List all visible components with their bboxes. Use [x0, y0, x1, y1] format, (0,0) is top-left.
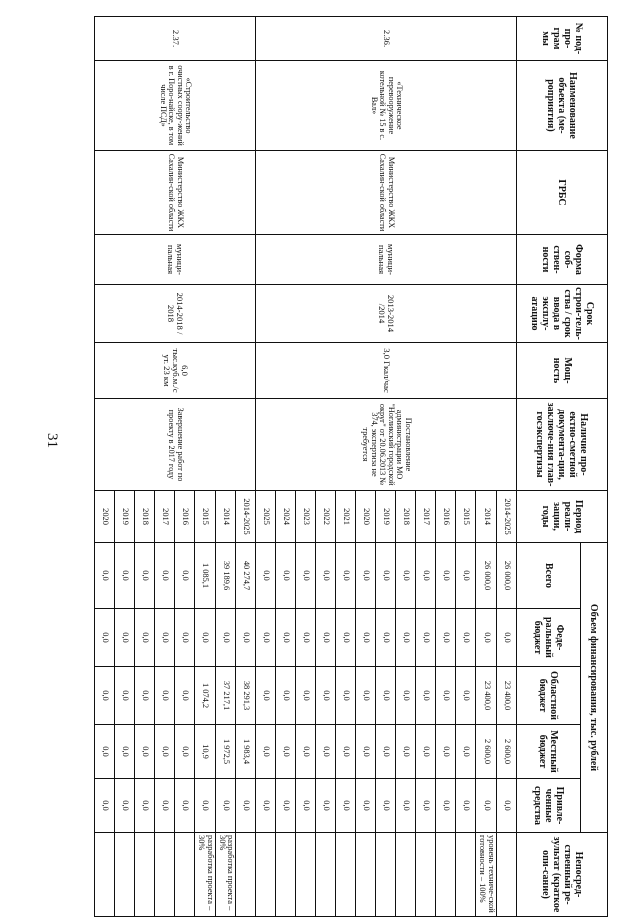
- cell-federal: 0,0: [296, 609, 316, 667]
- cell-year: 2017: [155, 491, 175, 543]
- cell-no: 2.36.: [256, 17, 517, 61]
- cell-regional: 37 217,1: [215, 667, 236, 725]
- cell-year: 2015: [195, 491, 216, 543]
- cell-regional: 0,0: [256, 667, 276, 725]
- cell-total: 0,0: [336, 543, 356, 609]
- cell-year: 2016: [436, 491, 456, 543]
- cell-federal: 0,0: [316, 609, 336, 667]
- cell-capacity: 3,0 Гкал/час: [256, 343, 517, 399]
- header-result: Непосред-ственный ре-зультат (краткое опи-сание): [517, 833, 608, 917]
- cell-regional: 38 291,3: [236, 667, 256, 725]
- cell-regional: 0,0: [396, 667, 416, 725]
- cell-total: 0,0: [416, 543, 436, 609]
- cell-attracted: 0,0: [336, 779, 356, 833]
- rotated-sheet: [86, 16, 608, 913]
- cell-year: 2014-2025: [497, 491, 517, 543]
- cell-federal: 0,0: [236, 609, 256, 667]
- cell-total: 40 274,7: [236, 543, 256, 609]
- cell-total: 0,0: [276, 543, 296, 609]
- financing-table: [94, 16, 608, 917]
- cell-local: 0,0: [256, 725, 276, 779]
- cell-attracted: 0,0: [476, 779, 497, 833]
- cell-regional: 0,0: [456, 667, 476, 725]
- header-period-build: Срок строи-тель-ства / срок ввода в эксплу-атацию: [517, 285, 608, 343]
- cell-result: [296, 833, 316, 917]
- cell-year: 2016: [175, 491, 195, 543]
- table-body: [95, 17, 517, 917]
- cell-attracted: 0,0: [296, 779, 316, 833]
- cell-total: 0,0: [175, 543, 195, 609]
- cell-period-build: 2014-2018 / 2018: [95, 285, 256, 343]
- cell-attracted: 0,0: [256, 779, 276, 833]
- cell-total: 26 000,0: [476, 543, 497, 609]
- cell-year: 2018: [135, 491, 155, 543]
- cell-result: [336, 833, 356, 917]
- cell-local: 0,0: [376, 725, 396, 779]
- cell-local: 0,0: [416, 725, 436, 779]
- cell-regional: 0,0: [115, 667, 135, 725]
- cell-regional: 0,0: [356, 667, 376, 725]
- cell-attracted: 0,0: [436, 779, 456, 833]
- cell-federal: 0,0: [195, 609, 216, 667]
- cell-year: 2014-2025: [236, 491, 256, 543]
- cell-federal: 0,0: [436, 609, 456, 667]
- cell-federal: 0,0: [256, 609, 276, 667]
- cell-local: 0,0: [396, 725, 416, 779]
- cell-total: 0,0: [316, 543, 336, 609]
- header-ownership: Форма соб-ствен-ности: [517, 235, 608, 285]
- cell-name: «Строительство очистных соору-жений в г. Поро-найске, в том числе ПСД»: [95, 61, 256, 151]
- cell-federal: 0,0: [497, 609, 517, 667]
- header-no: № под-про-грам мы: [517, 17, 608, 61]
- cell-total: 0,0: [115, 543, 135, 609]
- cell-result: [376, 833, 396, 917]
- cell-result: [236, 833, 256, 917]
- cell-regional: 0,0: [155, 667, 175, 725]
- cell-regional: 0,0: [95, 667, 115, 725]
- cell-local: 0,0: [175, 725, 195, 779]
- cell-year: 2014: [215, 491, 236, 543]
- cell-year: 2017: [416, 491, 436, 543]
- cell-federal: 0,0: [276, 609, 296, 667]
- cell-local: 0,0: [276, 725, 296, 779]
- cell-total: 0,0: [436, 543, 456, 609]
- page-number: 31: [44, 433, 60, 448]
- cell-local: 0,0: [336, 725, 356, 779]
- cell-local: 10,9: [195, 725, 216, 779]
- cell-result: [316, 833, 336, 917]
- cell-total: 0,0: [95, 543, 115, 609]
- cell-regional: 0,0: [336, 667, 356, 725]
- cell-grbs: Министерство ЖКХ Сахалин-ской области: [256, 151, 517, 235]
- cell-year: 2019: [376, 491, 396, 543]
- cell-attracted: 0,0: [316, 779, 336, 833]
- cell-result: [175, 833, 195, 917]
- cell-result: [396, 833, 416, 917]
- cell-total: 26 000,0: [497, 543, 517, 609]
- table-row: [497, 17, 517, 917]
- cell-local: 0,0: [356, 725, 376, 779]
- cell-no: 2.37.: [95, 17, 256, 61]
- cell-docs: Завершение работ по проекту в 2017 году: [95, 399, 256, 491]
- cell-attracted: 0,0: [396, 779, 416, 833]
- cell-result: [497, 833, 517, 917]
- cell-result: [416, 833, 436, 917]
- cell-regional: 0,0: [276, 667, 296, 725]
- cell-regional: 0,0: [135, 667, 155, 725]
- cell-local: 0,0: [436, 725, 456, 779]
- cell-regional: 0,0: [296, 667, 316, 725]
- header-federal: Феде-ральный бюджет: [517, 609, 581, 667]
- cell-regional: 0,0: [316, 667, 336, 725]
- cell-attracted: 0,0: [155, 779, 175, 833]
- cell-result: [115, 833, 135, 917]
- cell-regional: 0,0: [376, 667, 396, 725]
- header-regional: Областной бюджет: [517, 667, 581, 725]
- cell-federal: 0,0: [476, 609, 497, 667]
- header-grbs: ГРБС: [517, 151, 608, 235]
- header-financing: Объем финансирования, тыс. рублей: [581, 543, 608, 833]
- cell-result: разработка проекта – 30%: [195, 833, 216, 917]
- cell-year: 2021: [336, 491, 356, 543]
- cell-attracted: 0,0: [276, 779, 296, 833]
- cell-federal: 0,0: [336, 609, 356, 667]
- cell-year: 2024: [276, 491, 296, 543]
- cell-local: 0,0: [115, 725, 135, 779]
- header-capacity: Мощ-ность: [517, 343, 608, 399]
- cell-federal: 0,0: [416, 609, 436, 667]
- header-attracted: Привле-ченные средства: [517, 779, 581, 833]
- cell-docs: Постановление администрации МО "Ногликский городской округ" от 20.06.2013 № 374, экспертиза не требуется: [256, 399, 517, 491]
- cell-year: 2022: [316, 491, 336, 543]
- cell-federal: 0,0: [115, 609, 135, 667]
- cell-total: 1 085,1: [195, 543, 216, 609]
- cell-capacity: 6,0 тыс.куб.м./с ут. 23 км: [95, 343, 256, 399]
- cell-regional: 23 400,0: [476, 667, 497, 725]
- cell-local: 0,0: [155, 725, 175, 779]
- cell-total: 0,0: [135, 543, 155, 609]
- cell-result: [356, 833, 376, 917]
- cell-federal: 0,0: [135, 609, 155, 667]
- cell-result: [135, 833, 155, 917]
- cell-year: 2015: [456, 491, 476, 543]
- header-total: Всего: [517, 543, 581, 609]
- cell-local: 0,0: [95, 725, 115, 779]
- cell-grbs: Министерство ЖКХ Сахалин-ской области: [95, 151, 256, 235]
- header-name: Наименование объекта (ме-роприятия): [517, 61, 608, 151]
- cell-attracted: 0,0: [236, 779, 256, 833]
- cell-attracted: 0,0: [135, 779, 155, 833]
- cell-year: 2025: [256, 491, 276, 543]
- cell-result: [276, 833, 296, 917]
- cell-year: 2018: [396, 491, 416, 543]
- cell-year: 2023: [296, 491, 316, 543]
- header-docs: Наличие про-ектно-сметной документа-ции, заключе-ния глав-госэкспертизы: [517, 399, 608, 491]
- cell-local: 0,0: [456, 725, 476, 779]
- cell-local: 2 600,0: [476, 725, 497, 779]
- cell-local: 2 600,0: [497, 725, 517, 779]
- cell-regional: 1 074,2: [195, 667, 216, 725]
- cell-attracted: 0,0: [115, 779, 135, 833]
- cell-regional: 23 400,0: [497, 667, 517, 725]
- cell-year: 2020: [95, 491, 115, 543]
- cell-regional: 0,0: [175, 667, 195, 725]
- cell-period-build: 2013-2014 /2014: [256, 285, 517, 343]
- cell-local: 0,0: [316, 725, 336, 779]
- cell-attracted: 0,0: [416, 779, 436, 833]
- header-period: Период реали-зации, годы: [517, 491, 608, 543]
- cell-total: 0,0: [396, 543, 416, 609]
- cell-total: 0,0: [155, 543, 175, 609]
- cell-federal: 0,0: [456, 609, 476, 667]
- header-local: Местный бюджет: [517, 725, 581, 779]
- cell-federal: 0,0: [155, 609, 175, 667]
- cell-total: 0,0: [356, 543, 376, 609]
- cell-federal: 0,0: [95, 609, 115, 667]
- cell-federal: 0,0: [215, 609, 236, 667]
- cell-total: 0,0: [256, 543, 276, 609]
- cell-regional: 0,0: [436, 667, 456, 725]
- cell-year: 2019: [115, 491, 135, 543]
- cell-federal: 0,0: [175, 609, 195, 667]
- cell-total: 0,0: [456, 543, 476, 609]
- cell-attracted: 0,0: [356, 779, 376, 833]
- cell-attracted: 0,0: [175, 779, 195, 833]
- cell-year: 2020: [356, 491, 376, 543]
- cell-federal: 0,0: [356, 609, 376, 667]
- cell-result: [155, 833, 175, 917]
- cell-federal: 0,0: [376, 609, 396, 667]
- cell-regional: 0,0: [416, 667, 436, 725]
- cell-result: уровень техниче-ской готовности – 100%: [476, 833, 497, 917]
- cell-ownership: муници-пальная: [95, 235, 256, 285]
- cell-attracted: 0,0: [215, 779, 236, 833]
- cell-result: разработка проекта – 30%: [215, 833, 236, 917]
- cell-local: 1 983,4: [236, 725, 256, 779]
- cell-total: 0,0: [376, 543, 396, 609]
- cell-local: 1 972,5: [215, 725, 236, 779]
- cell-ownership: муници-пальная: [256, 235, 517, 285]
- cell-attracted: 0,0: [376, 779, 396, 833]
- cell-result: [256, 833, 276, 917]
- cell-attracted: 0,0: [497, 779, 517, 833]
- cell-total: 39 189,6: [215, 543, 236, 609]
- cell-attracted: 0,0: [195, 779, 216, 833]
- cell-total: 0,0: [296, 543, 316, 609]
- cell-year: 2014: [476, 491, 497, 543]
- cell-attracted: 0,0: [95, 779, 115, 833]
- cell-local: 0,0: [135, 725, 155, 779]
- cell-local: 0,0: [296, 725, 316, 779]
- cell-result: [456, 833, 476, 917]
- cell-result: [436, 833, 456, 917]
- table-row: [236, 17, 256, 917]
- cell-attracted: 0,0: [456, 779, 476, 833]
- cell-federal: 0,0: [396, 609, 416, 667]
- cell-name: «Техническое перевооружение котельной № 15 в с. Вал»: [256, 61, 517, 151]
- cell-result: [95, 833, 115, 917]
